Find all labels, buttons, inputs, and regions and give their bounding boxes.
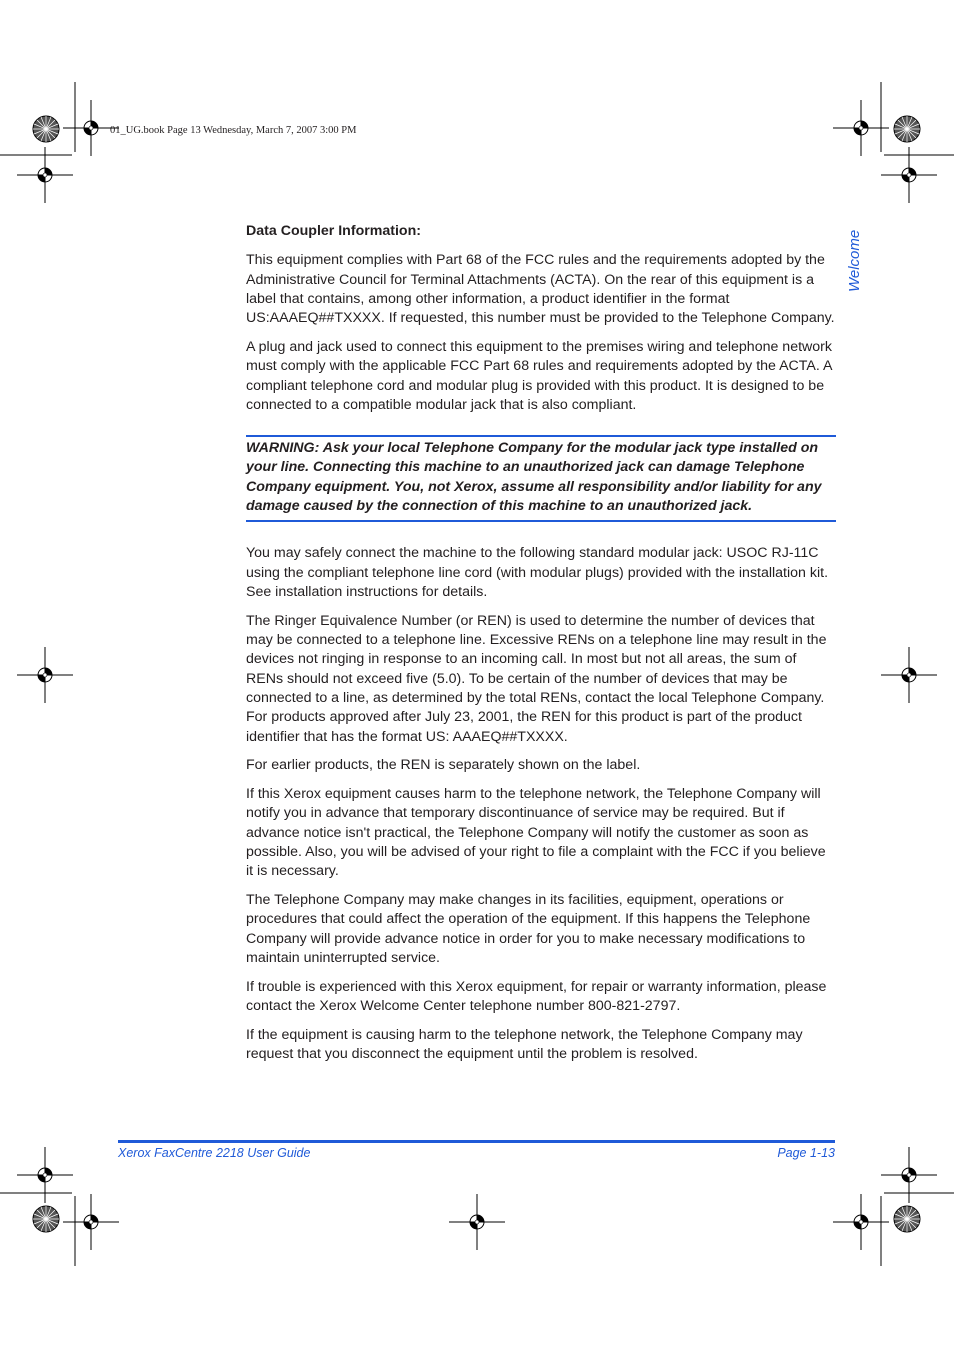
- footer-guide-title: Xerox FaxCentre 2218 User Guide: [118, 1146, 311, 1160]
- paragraph-disconnect: If the equipment is causing harm to the telephone network, the Telephone Company may request that you disconnect the equipment until the problem is resolved.: [246, 1026, 803, 1063]
- footer-page-number: Page 1-13: [777, 1146, 835, 1160]
- warning-text: WARNING: Ask your local Telephone Company for the modular jack type installed on your line. Connecting this machine to an unauthorized jack can damage Telephone Company equipment. You, not Xerox, assume all responsibility and/or liability for any damage caused by the connection of this machine to an unauthorized jack.: [246, 440, 822, 515]
- section-heading: Data Coupler Information:: [246, 223, 421, 239]
- paragraph-earlier-products: For earlier products, the REN is separately shown on the label.: [246, 757, 641, 774]
- paragraph-plug-and-jack: A plug and jack used to connect this equipment to the premises wiring and telephone network must comply with the applicable FCC Part 68 rules and requirements adopted by the ACTA. A compliant telephone cord and modular plug is provided with this product. It is designed to be connected to a compatible modular jack that is also compliant.: [246, 338, 832, 413]
- paragraph-facility-changes: The Telephone Company may make changes in its facilities, equipment, operations or procedures that could affect the operation of the equipment. If this happens the Telephone Company will provide advance notice in order for you to make necessary modifications to maintain uninterrupted service.: [246, 892, 811, 966]
- paragraph-network-harm: If this Xerox equipment causes harm to the telephone network, the Telephone Company will notify you in advance that temporary discontinuance of service may be required. But if advance notice isn't practical, the Telephone Company will notify the customer as soon as possible. Also, you will be advised of your right to file a complaint with the FCC if you believe it is necessary.: [246, 786, 826, 880]
- paragraph-modular-jack: You may safely connect the machine to the following standard modular jack: USOC RJ-11C using the compliant telephone line cord (with modular plugs) provided with the installation kit. See installation instructions for details.: [246, 545, 829, 600]
- paragraph-ren: The Ringer Equivalence Number (or REN) is used to determine the number of devices that may be connected to a telephone line. Excessive RENs on a telephone line may result in the devices not ringing in response to an incoming call. In most but not all areas, the sum of RENs should not exceed five (5.0). To be certain of the number of devices that may be connected to a line, as determined by the total RENs, contact the local Telephone Company. For products approved after July 23, 2001, the REN for this product is part of the product identifier that has the format US: AAAEQ##TXXXX.: [246, 612, 827, 745]
- print-header: 01_UG.book Page 13 Wednesday, March 7, 2007 3:00 PM: [110, 125, 357, 136]
- paragraph-fcc-compliance: This equipment complies with Part 68 of the FCC rules and the requirements adopted by the Administrative Council for Terminal Attachments (ACTA). On the rear of this equipment is a label that contains, among other information, a product identifier in the format US:AAAEQ##TXXXX. If requested, this number must be provided to the Telephone Company.: [246, 252, 835, 327]
- section-tab-welcome: Welcome: [846, 229, 863, 292]
- paragraph-repair-contact: If trouble is experienced with this Xerox equipment, for repair or warranty information, please contact the Xerox Welcome Center telephone number 800-821-2797.: [246, 978, 827, 1015]
